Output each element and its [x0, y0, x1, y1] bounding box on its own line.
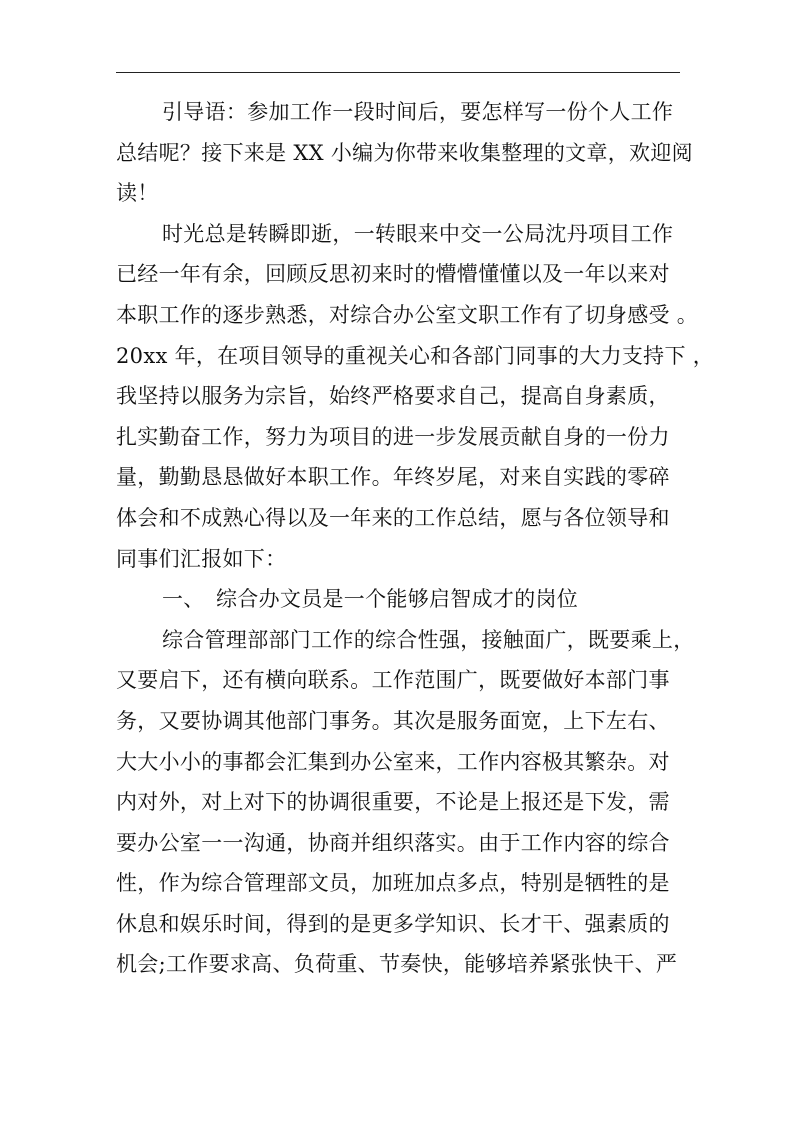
paragraph-line: 时光总是转瞬即逝，一转眼来中交一公局沈丹项目工作	[162, 221, 674, 246]
intro-line: 引导语：参加工作一段时间后，要怎样写一份个人工作	[162, 100, 674, 124]
paragraph-line: 我坚持以服务为宗旨，始终严格要求自己，提高自身素质，	[116, 384, 670, 409]
intro-line: 总结呢？接下来是 XX 小编为你带来收集整理的文章，欢迎阅	[116, 140, 693, 165]
section-heading	[116, 579, 716, 620]
section-title: 综合办文员是一个能够启智成才的岗位	[216, 587, 579, 612]
paragraph-line: 休息和娱乐时间，得到的是更多学知识、长才干、强素质的	[116, 911, 670, 936]
paragraph-line: 体会和不成熟心得以及一年来的工作总结，愿与各位领导和	[116, 505, 670, 530]
paragraph-line: 大大小小的事都会汇集到办公室来，工作内容极其繁杂。对	[116, 749, 670, 774]
paragraph-line: 扎实勤奋工作，努力为项目的进一步发展贡献自身的一份力	[116, 424, 670, 449]
paragraph-line: 内对外，对上对下的协调很重要，不论是上报还是下发，需	[116, 790, 670, 815]
paragraph-line: 性，作为综合管理部文员，加班加点多点，特别是牺牲的是	[116, 871, 670, 896]
paragraph-line: 量，勤勤恳恳做好本职工作。年终岁尾，对来自实践的零碎	[116, 465, 670, 490]
paragraph-line: 机会;工作要求高、负荷重、节奏快，能够培养紧张快干、严	[116, 952, 678, 977]
header-rule	[116, 72, 680, 73]
paragraph-line: 本职工作的逐步熟悉，对综合办公室文职工作有了切身感受 。	[116, 302, 699, 327]
intro-line: 读！	[116, 181, 159, 206]
paragraph-line: 同事们汇报如下：	[116, 546, 287, 571]
paragraph-line: 已经一年有余，回顾反思初来时的懵懵懂懂以及一年以来对	[116, 262, 670, 287]
paragraph-line: 务，又要协调其他部门事务。其次是服务面宽，上下左右、	[116, 708, 670, 733]
paragraph-line: 要办公室一一沟通，协商并组织落实。由于工作内容的综合	[116, 830, 670, 855]
paragraph-line: 又要启下，还有横向联系。工作范围广，既要做好本部门事	[116, 668, 670, 693]
section-number: 一、	[162, 587, 205, 612]
paragraph-line: 20xx 年，在项目领导的重视关心和各部门同事的大力支持下 ，	[116, 343, 715, 368]
paragraph-line: 综合管理部部门工作的综合性强，接触面广，既要乘上，	[162, 627, 695, 652]
document-body	[116, 92, 716, 985]
